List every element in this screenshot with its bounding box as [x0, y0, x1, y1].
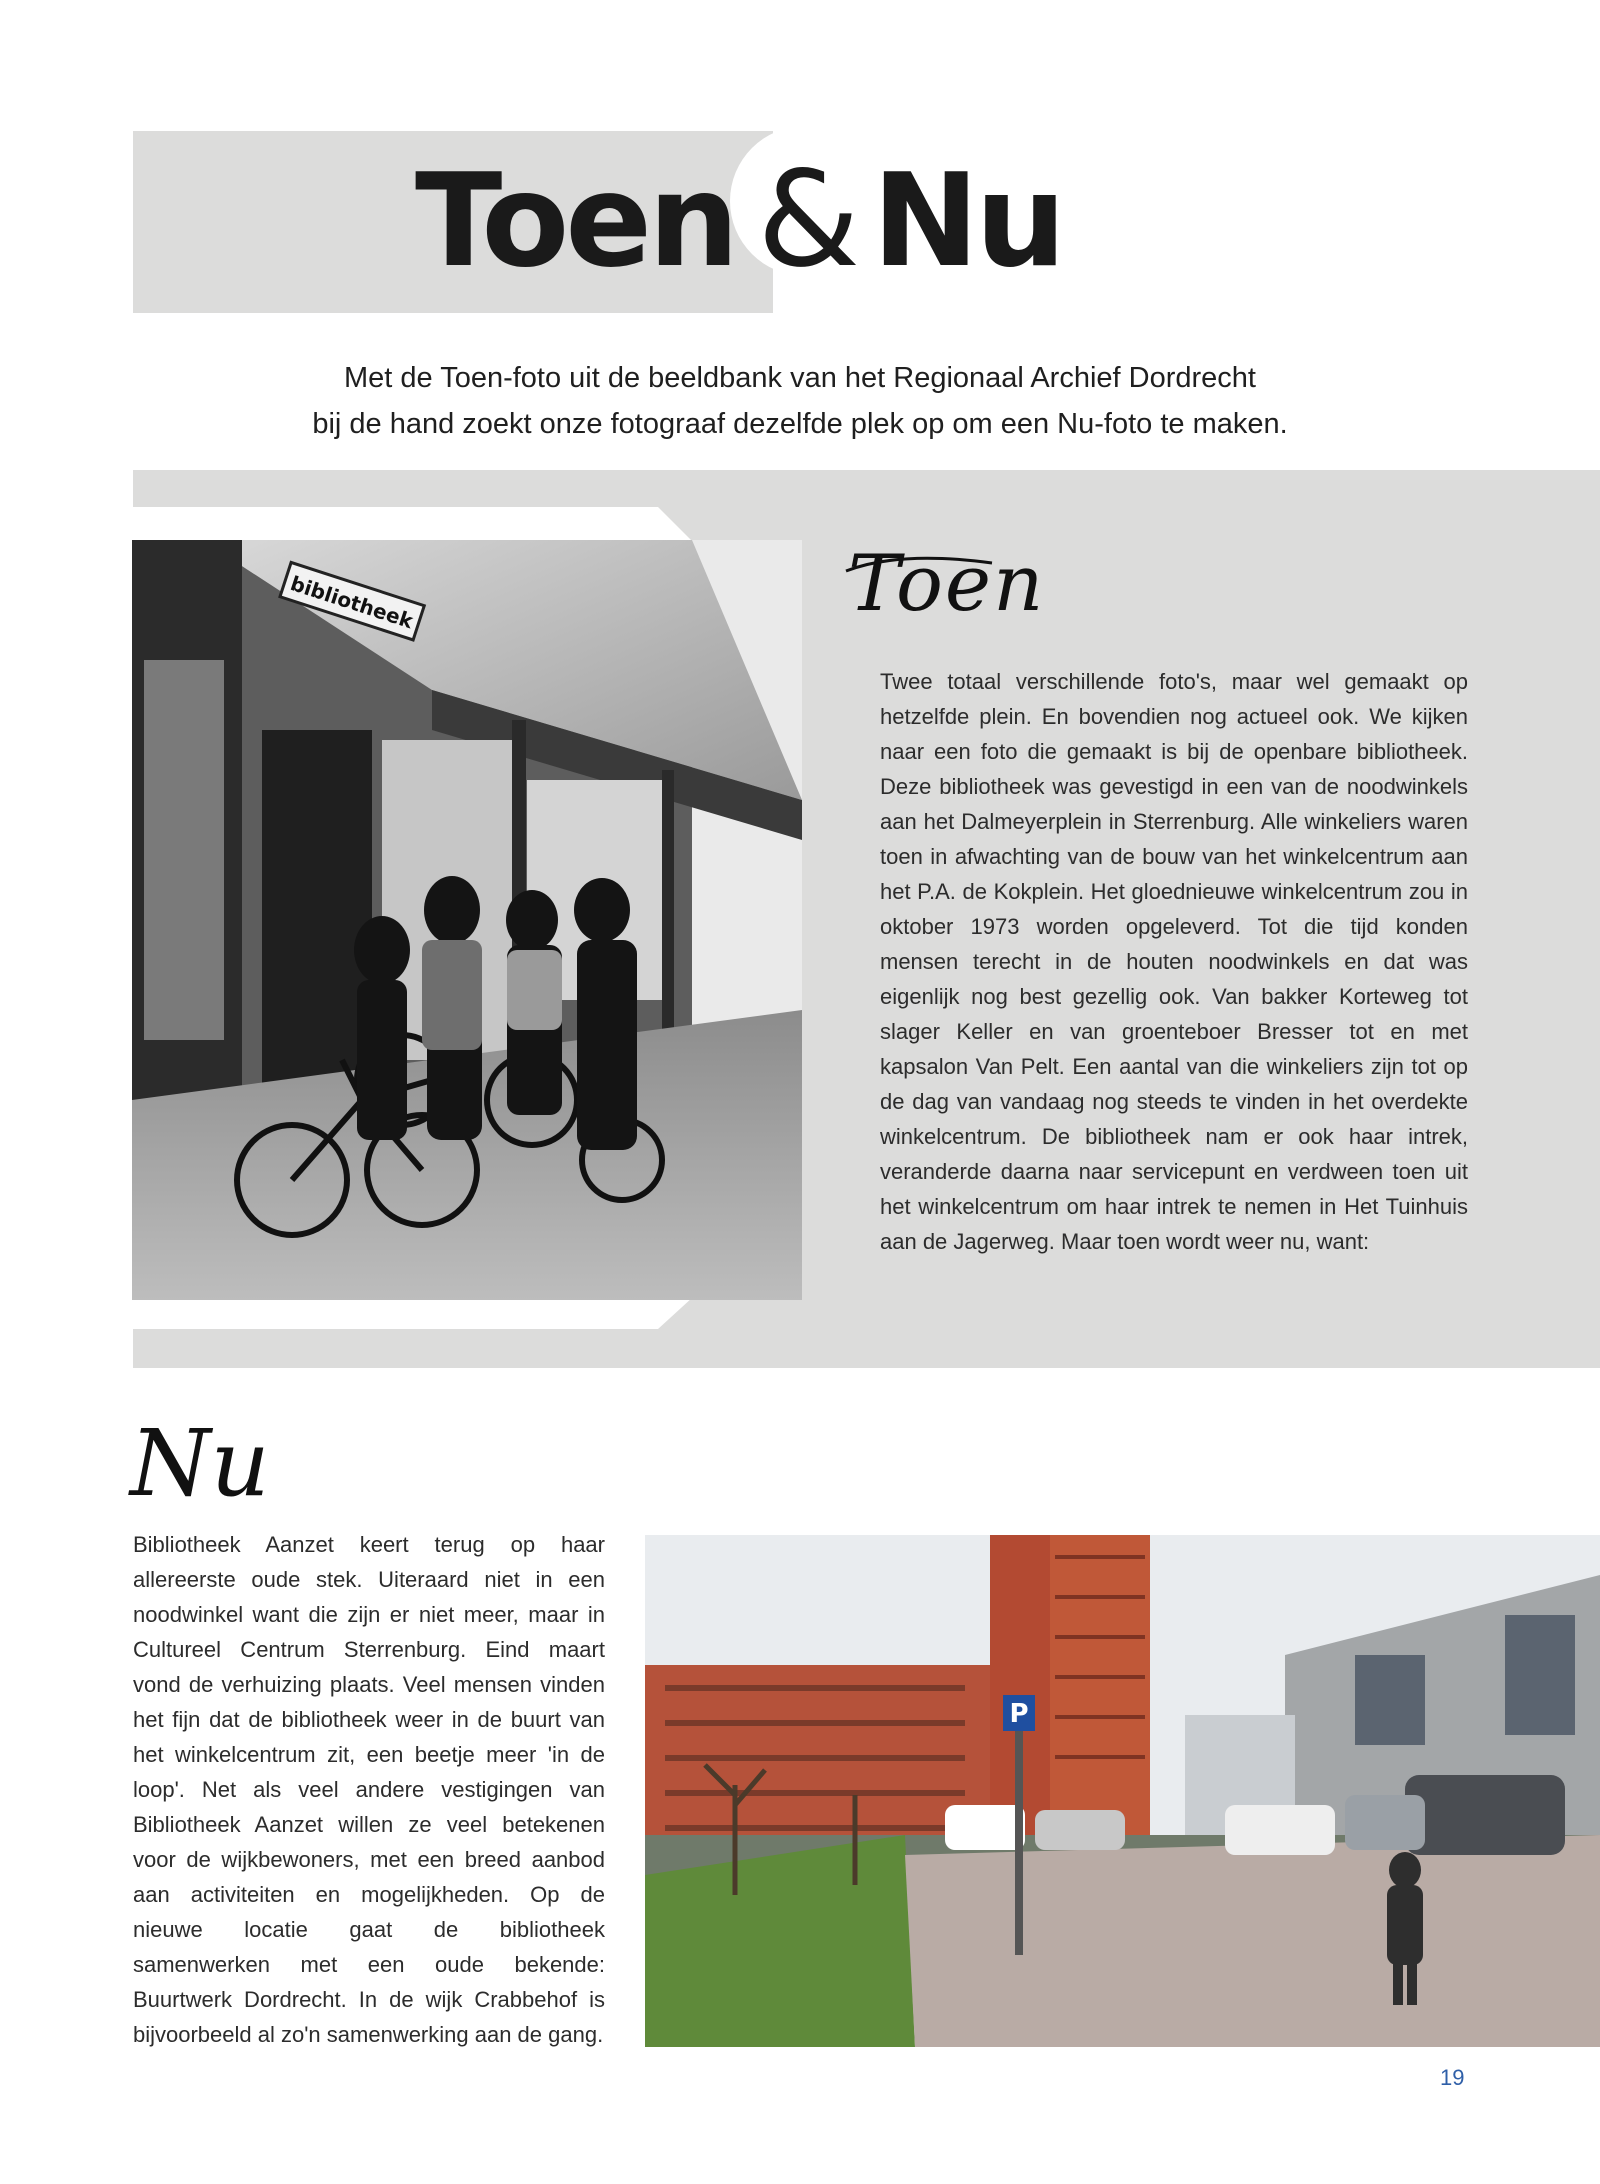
nu-body-text: Bibliotheek Aanzet keert terug op haar allereerste oude stek. Uiteraard niet in een noodwinkel want die zijn er niet meer, maar in Cultureel Centrum Sterrenburg. Eind maart vond de verhuizing plaats. Veel mensen vinden het fijn dat de bibliotheek weer in de buurt van het winkelcentrum zit, een beetje meer 'in de loop'. Net als veel andere vestigingen van Bibliotheek Aanzet willen ze veel betekenen voor de wijkbewoners, met een breed aanbod aan activiteiten en mogelijkheden. Op de nieuwe locatie gaat de bibliotheek samenwerken met een oude bekende: Buurtwerk Dordrecht. In de wijk Crabbehof is bijvoorbeeld al zo'n samenwerking aan de gang.	[133, 1532, 605, 2047]
toen-heading: Toen	[848, 539, 1046, 629]
svg-text:P: P	[1009, 1699, 1029, 1729]
toen-body-text: Twee totaal verschillende foto's, maar wel gemaakt op hetzelfde plein. En bovendien nog actueel ook. We kijken naar een foto die gemaakt is bij de openbare bibliotheek. Deze bibliotheek was gevestigd in een van de noodwinkels aan het Dalmeyerplein in Sterrenburg. Alle winkeliers waren toen in afwachting van de bouw van het winkelcentrum aan het P.A. de Kokplein. Het gloednieuwe winkelcentrum zou in oktober 1973 worden opgeleverd. Tot die tijd konden mensen terecht in de houten noodwinkels en dat was eigenlijk nog best gezellig ook. Van bakker Korteweg tot slager Keller en van groenteboer Bresser tot en met kapsalon Van Pelt. Een aantal van die winkeliers zijn tot op de dag van vandaag nog steeds te vinden in het overdekte winkelcentrum. De bibliotheek nam er ook haar intrek, veranderde daarna naar servicepunt en verdween toen uit het winkelcentrum om haar intrek te nemen in Het Tuinhuis aan de Jagerweg. Maar toen wordt weer nu, want:	[880, 669, 1468, 1254]
intro-line-2: bij de hand zoekt onze fotograaf dezelfde plek op om een Nu-foto te maken.	[312, 408, 1288, 440]
toen-heading-swash	[842, 553, 1042, 593]
intro-line-1: Met de Toen-foto uit de beeldbank van het Regionaal Archief Dordrecht	[344, 362, 1256, 394]
toen-photo	[132, 540, 802, 1300]
nu-heading: Nu	[130, 1410, 270, 1517]
intro-text	[200, 355, 1400, 447]
title-ampersand: &	[757, 143, 861, 297]
page-title	[415, 143, 1175, 297]
title-nu: Nu	[872, 147, 1063, 296]
toen-photo-illustration	[132, 540, 802, 1300]
page-number: 19	[1440, 2065, 1465, 2090]
title-toen: Toen	[415, 147, 736, 296]
svg-text:bibliotheek: bibliotheek	[287, 571, 417, 634]
nu-photo	[645, 1535, 1600, 2047]
nu-photo-illustration	[645, 1535, 1600, 2047]
